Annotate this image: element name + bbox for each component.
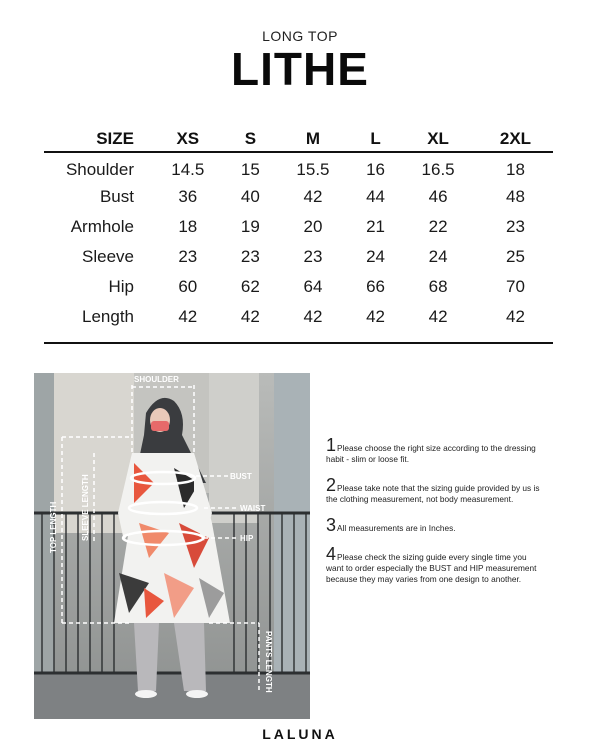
- cell-value: 46: [428, 187, 448, 206]
- note-number: 3: [326, 515, 337, 535]
- top-length-label: TOP LENGTH: [49, 501, 58, 553]
- cell-value: 36: [178, 187, 198, 206]
- cell-value: 22: [428, 217, 448, 236]
- cell-value: 42: [303, 187, 323, 206]
- row-label: Hip: [108, 277, 134, 296]
- cell-value: 42: [505, 307, 525, 326]
- table-bottom-rule: [44, 342, 553, 344]
- cell-value: 23: [303, 247, 323, 266]
- cell-value: 60: [178, 277, 198, 296]
- row-label: Shoulder: [65, 159, 134, 179]
- cell-value: 15: [240, 159, 260, 179]
- cell-value: 24: [366, 247, 385, 266]
- note-item: [326, 544, 541, 585]
- note-number: 4: [326, 544, 337, 564]
- note-number: 1: [326, 435, 337, 455]
- size-2xl-header: 2XL: [499, 128, 532, 148]
- cell-value: 16: [366, 159, 385, 179]
- sizing-notes: [326, 435, 541, 598]
- cell-value: 68: [428, 277, 448, 296]
- note-number: 2: [326, 475, 337, 495]
- brand-logo: LALUNA: [262, 726, 338, 742]
- cell-value: 42: [366, 307, 385, 326]
- row-label: Armhole: [70, 217, 134, 236]
- row-label: Sleeve: [82, 247, 134, 266]
- size-m-header: M: [305, 128, 321, 148]
- table-row-bust: [44, 182, 553, 212]
- waist-label: WAIST: [240, 504, 266, 513]
- cell-value: 66: [366, 277, 385, 296]
- cell-value: 42: [240, 307, 260, 326]
- size-s-header: S: [244, 128, 257, 148]
- cell-value: 18: [505, 159, 525, 179]
- size-l-header: L: [370, 128, 381, 148]
- cell-value: 64: [303, 277, 323, 296]
- note-text: Please take note that the sizing guide provided by us is the clothing measurement, not body measurement.: [326, 483, 540, 504]
- cell-value: 70: [505, 277, 525, 296]
- size-xl-header: XL: [427, 128, 449, 148]
- cell-value: 23: [240, 247, 260, 266]
- note-text: Please choose the right size according to the dressing habit - slim or loose fit.: [326, 443, 536, 464]
- row-label: Bust: [99, 187, 134, 206]
- note-item: [326, 515, 541, 535]
- table-row-sleeve: [44, 242, 553, 272]
- table-row-hip: [44, 272, 553, 302]
- cell-value: 25: [505, 247, 525, 266]
- row-label: Length: [82, 307, 134, 326]
- cell-value: 19: [240, 217, 260, 236]
- note-text: Please check the sizing guide every single time you want to order especially the BUST and HIP measurement because they may varies from one design to another.: [326, 552, 537, 584]
- cell-value: 44: [366, 187, 385, 206]
- cell-value: 18: [178, 217, 198, 236]
- cell-value: 42: [178, 307, 198, 326]
- note-item: [326, 435, 541, 465]
- table-row-armhole: [44, 212, 553, 242]
- note-text: All measurements are in Inches.: [337, 523, 456, 533]
- shoulder-label: SHOULDER: [134, 375, 179, 384]
- cell-value: 23: [178, 247, 198, 266]
- sleeve-length-label: SLEEVE LENGTH: [81, 474, 90, 541]
- table-row-shoulder: [44, 152, 553, 182]
- cell-value: 20: [303, 217, 323, 236]
- cell-value: 23: [505, 217, 525, 236]
- size-chart: [44, 126, 553, 332]
- size-header-row: [44, 126, 553, 152]
- cell-value: 42: [428, 307, 448, 326]
- size-xs-header: XS: [176, 128, 200, 148]
- product-category: LONG TOP: [262, 28, 338, 44]
- cell-value: 48: [505, 187, 525, 206]
- pants-length-label: PANTS LENGTH: [264, 631, 273, 693]
- cell-value: 15.5: [296, 159, 330, 179]
- bust-label: BUST: [230, 472, 252, 481]
- table-row-length: [44, 302, 553, 332]
- product-title: LITHE: [231, 43, 369, 95]
- size-corner-label: SIZE: [96, 128, 134, 148]
- cell-value: 40: [240, 187, 260, 206]
- cell-value: 14.5: [171, 159, 205, 179]
- model-measurement-photo: [34, 373, 310, 719]
- cell-value: 16.5: [421, 159, 455, 179]
- cell-value: 21: [366, 217, 385, 236]
- cell-value: 24: [428, 247, 448, 266]
- cell-value: 42: [303, 307, 323, 326]
- size-table: [44, 126, 553, 332]
- hip-label: HIP: [240, 534, 254, 543]
- cell-value: 62: [240, 277, 260, 296]
- note-item: [326, 475, 541, 505]
